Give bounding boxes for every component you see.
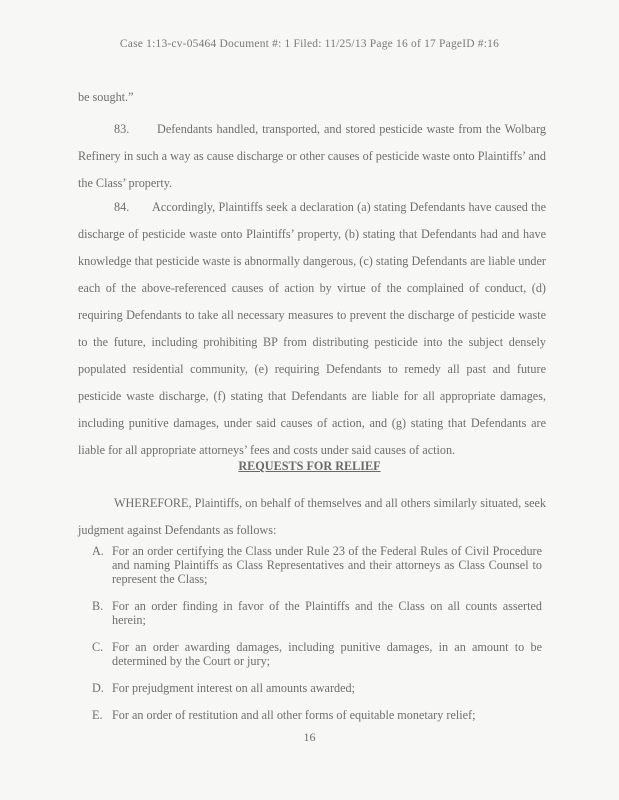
request-text: For an order awarding damages, including punitive damages, in an amount to be determined by the Court or jury; xyxy=(112,640,542,668)
requests-list xyxy=(92,544,542,735)
paragraph-text: be sought.” xyxy=(78,90,134,104)
request-letter: E. xyxy=(92,708,103,722)
paragraph-number: 83. xyxy=(114,122,130,136)
request-letter: A. xyxy=(92,544,104,558)
request-letter: D. xyxy=(92,681,104,695)
request-text: For an order certifying the Class under Rule 23 of the Federal Rules of Civil Procedure and naming Plaintiffs as Class Representatives and their attorneys as Class Counsel to represent the Class; xyxy=(112,544,542,586)
paragraph-continuation xyxy=(78,84,546,111)
request-item-c xyxy=(92,640,542,668)
requests-heading: REQUESTS FOR RELIEF xyxy=(238,459,381,473)
prayer-paragraph: WHEREFORE, Plaintiffs, on behalf of themselves and all others similarly situated, seek judgment against Defendants as follows: xyxy=(78,496,546,537)
request-letter: C. xyxy=(92,640,104,654)
paragraph-text: Defendants handled, transported, and stored pesticide waste from the Wolbarg Refinery in such a way as cause discharge or other causes of pesticide waste onto Plaintiffs’ and the Class’ property. xyxy=(78,122,547,190)
page-number: 16 xyxy=(303,730,316,744)
request-item-e xyxy=(92,708,542,722)
request-letter: B. xyxy=(92,599,104,613)
request-item-d xyxy=(92,681,542,695)
paragraph-number: 84. xyxy=(114,200,130,214)
paragraph-83 xyxy=(78,116,546,197)
paragraph-84 xyxy=(78,194,546,464)
request-text: For an order of restitution and all other forms of equitable monetary relief; xyxy=(112,708,476,722)
request-item-a xyxy=(92,544,542,586)
request-text: For an order finding in favor of the Plaintiffs and the Class on all counts asserted herein; xyxy=(112,599,542,627)
paragraph-text: Accordingly, Plaintiffs seek a declaration (a) stating Defendants have caused the discharge of pesticide waste onto Plaintiffs’ property, (b) stating that Defendants had and have knowledge that pesticide waste is abnormally dangerous, (c) stating Defendants are liable under each of the above-referenced causes of action by virtue of the complained of conduct, (d) requiring Defendants to take all necessary measures to prevent the discharge of pesticide waste to the future, including prohibiting BP from distributing pesticide into the subject densely populated residential community, (e) requiring Defendants to remedy all past and future pesticide waste discharge, (f) stating that Defendants are liable for all appropriate damages, including punitive damages, under said causes of action, and (g) stating that Defendants are liable for all appropriate attorneys’ fees and costs under said causes of action. xyxy=(78,200,547,457)
case-header: Case 1:13-cv-05464 Document #: 1 Filed: 11/25/13 Page 16 of 17 PageID #:16 xyxy=(119,38,500,50)
request-text: For prejudgment interest on all amounts awarded; xyxy=(112,681,356,695)
request-item-b xyxy=(92,599,542,627)
